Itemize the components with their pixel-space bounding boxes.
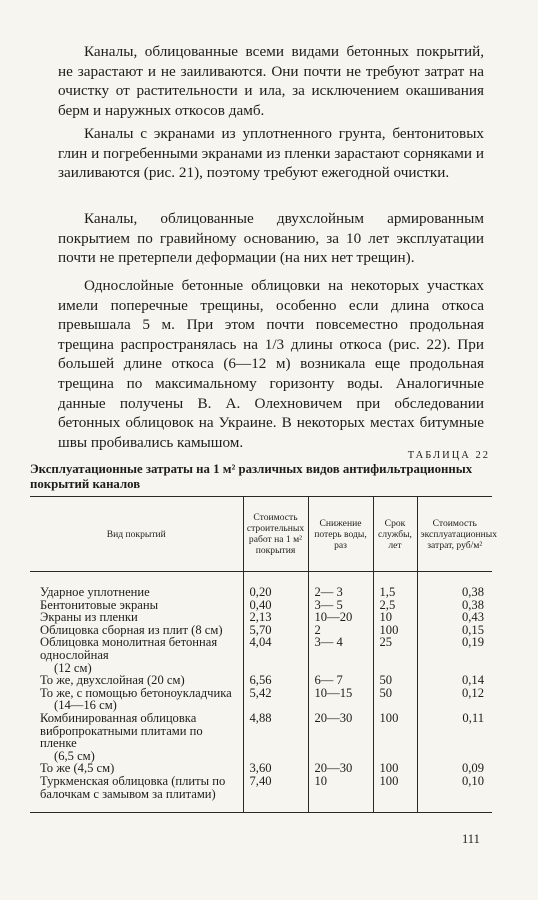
cell-loss-reduction: 2— 3 xyxy=(308,586,373,599)
cell-loss-reduction: 3— 4 xyxy=(308,636,373,674)
coating-type-text: Экраны из пленки xyxy=(40,610,138,625)
cell-loss-reduction: 6— 7 xyxy=(308,674,373,687)
cell-construction-cost: 5,42 xyxy=(243,687,308,712)
table-body xyxy=(30,572,492,813)
coating-type-text: Бентонитовые экраны xyxy=(40,597,159,612)
coating-type-text: То же, двухслойная (20 см) xyxy=(40,673,185,688)
operating-costs-table xyxy=(30,496,498,813)
paragraph-concrete-canals: Каналы, облицованные всеми видами бетонных покрытий, не зарастают и не заиливаются. Они почти не требуют затрат на очистку от растительности и ила, за исключением окашивания берм и наружных откосов дамб. xyxy=(58,43,484,119)
cell-construction-cost: 7,40 xyxy=(243,775,308,813)
cell-operating-cost: 0,38 xyxy=(417,599,492,612)
page-number: 111 xyxy=(462,832,480,846)
cell-coating-type xyxy=(30,775,243,813)
cell-operating-cost: 0,12 xyxy=(417,687,492,712)
header-service-life: Срок службы, лет xyxy=(373,497,417,572)
cell-operating-cost: 0,15 xyxy=(417,624,492,637)
table-row xyxy=(30,687,492,712)
cell-loss-reduction: 10 xyxy=(308,775,373,813)
coating-type-text: Туркменская облицовка (плиты по балочкам с замывом за плитами) xyxy=(40,773,226,801)
header-construction-cost: Стоимость строительных работ на 1 м² покрытия xyxy=(243,497,308,572)
cell-operating-cost: 0,19 xyxy=(417,636,492,674)
cell-operating-cost: 0,38 xyxy=(417,586,492,599)
paragraph-soil-screen-canals: Каналы с экранами из уплотненного грунта, бентонитовых глин и погребенными экранами из пленки зарастают сорняками и заиливаются (рис. 21), поэтому требуют ежегодной очистки. xyxy=(58,125,484,182)
cell-loss-reduction: 20—30 xyxy=(308,762,373,775)
coating-type-continuation: (6,5 см) xyxy=(54,748,95,763)
table-caption: Эксплуатационные затраты на 1 м² различных видов антифильтрационных покрытий каналов xyxy=(30,462,473,491)
header-loss-reduction: Снижение потерь воды, раз xyxy=(308,497,373,572)
cell-service-life: 100 xyxy=(373,762,417,775)
cell-operating-cost: 0,10 xyxy=(417,775,492,813)
coating-type-text: Облицовка монолитная бетонная однослойная xyxy=(40,635,218,662)
cell-construction-cost: 2,13 xyxy=(243,611,308,624)
cell-construction-cost: 4,88 xyxy=(243,712,308,762)
cell-coating-type xyxy=(30,712,243,762)
cell-service-life: 100 xyxy=(373,624,417,637)
coating-type-continuation: (14—16 см) xyxy=(54,698,117,713)
table-row xyxy=(30,712,492,762)
cell-loss-reduction: 20—30 xyxy=(308,712,373,762)
cell-coating-type xyxy=(30,687,243,712)
coating-type-text: Облицовка сборная из плит (8 см) xyxy=(40,622,223,637)
cell-loss-reduction: 10—15 xyxy=(308,687,373,712)
header-coating-type: Вид покрытий xyxy=(30,497,243,572)
cell-construction-cost: 0,20 xyxy=(243,586,308,599)
cell-loss-reduction: 3— 5 xyxy=(308,599,373,612)
cell-construction-cost: 4,04 xyxy=(243,636,308,674)
coating-type-text: Комбинированная облицовка вибропрокатными плитами по пленке xyxy=(40,710,203,751)
table-row xyxy=(30,775,492,813)
cell-service-life: 100 xyxy=(373,775,417,813)
header-operating-cost: Стоимость эксплуатационных затрат, руб/м² xyxy=(417,497,492,572)
cell-service-life: 2,5 xyxy=(373,599,417,612)
cell-loss-reduction: 2 xyxy=(308,624,373,637)
cell-operating-cost: 0,11 xyxy=(417,712,492,762)
table-row xyxy=(30,636,492,674)
cell-service-life: 50 xyxy=(373,674,417,687)
cell-construction-cost: 0,40 xyxy=(243,599,308,612)
cell-coating-type xyxy=(30,636,243,674)
table-header-row xyxy=(30,497,492,572)
cell-construction-cost: 5,70 xyxy=(243,624,308,637)
cell-service-life: 25 xyxy=(373,636,417,674)
cell-operating-cost: 0,43 xyxy=(417,611,492,624)
cell-operating-cost: 0,14 xyxy=(417,674,492,687)
coating-type-text: То же (4,5 см) xyxy=(40,761,115,776)
cell-service-life: 100 xyxy=(373,712,417,762)
cell-loss-reduction: 10—20 xyxy=(308,611,373,624)
coating-type-text: То же, с помощью бетоноукладчика xyxy=(40,685,232,700)
cell-construction-cost: 6,56 xyxy=(243,674,308,687)
cell-service-life: 10 xyxy=(373,611,417,624)
coating-type-continuation: (12 см) xyxy=(54,660,92,675)
coating-type-text: Ударное уплотнение xyxy=(40,585,150,599)
cell-service-life: 1,5 xyxy=(373,586,417,599)
table-number-label: ТАБЛИЦА 22 xyxy=(407,450,490,461)
cell-operating-cost: 0,09 xyxy=(417,762,492,775)
cell-construction-cost: 3,60 xyxy=(243,762,308,775)
paragraph-two-layer-lining: Каналы, облицованные двухслойным армированным покрытием по гравийному основанию, за 10 лет эксплуатации почти не претерпели деформации (на них нет трещин). xyxy=(58,210,484,267)
paragraph-single-layer-lining: Однослойные бетонные облицовки на некоторых участках имели поперечные трещины, особенно если длина откоса превышала 5 м. При этом почти повсеместно продольная трещина распространялась на 1/3 длины откоса (рис. 22). При большей длине откоса (6—12 м) возникала еще продольная трещина по максимальному горизонту воды. Аналогичные данные получены В. А. Олехновичем при обследовании бетонных облицовок на Украине. В некоторых местах битумные швы пробивались камышом. xyxy=(58,277,484,451)
cell-service-life: 50 xyxy=(373,687,417,712)
